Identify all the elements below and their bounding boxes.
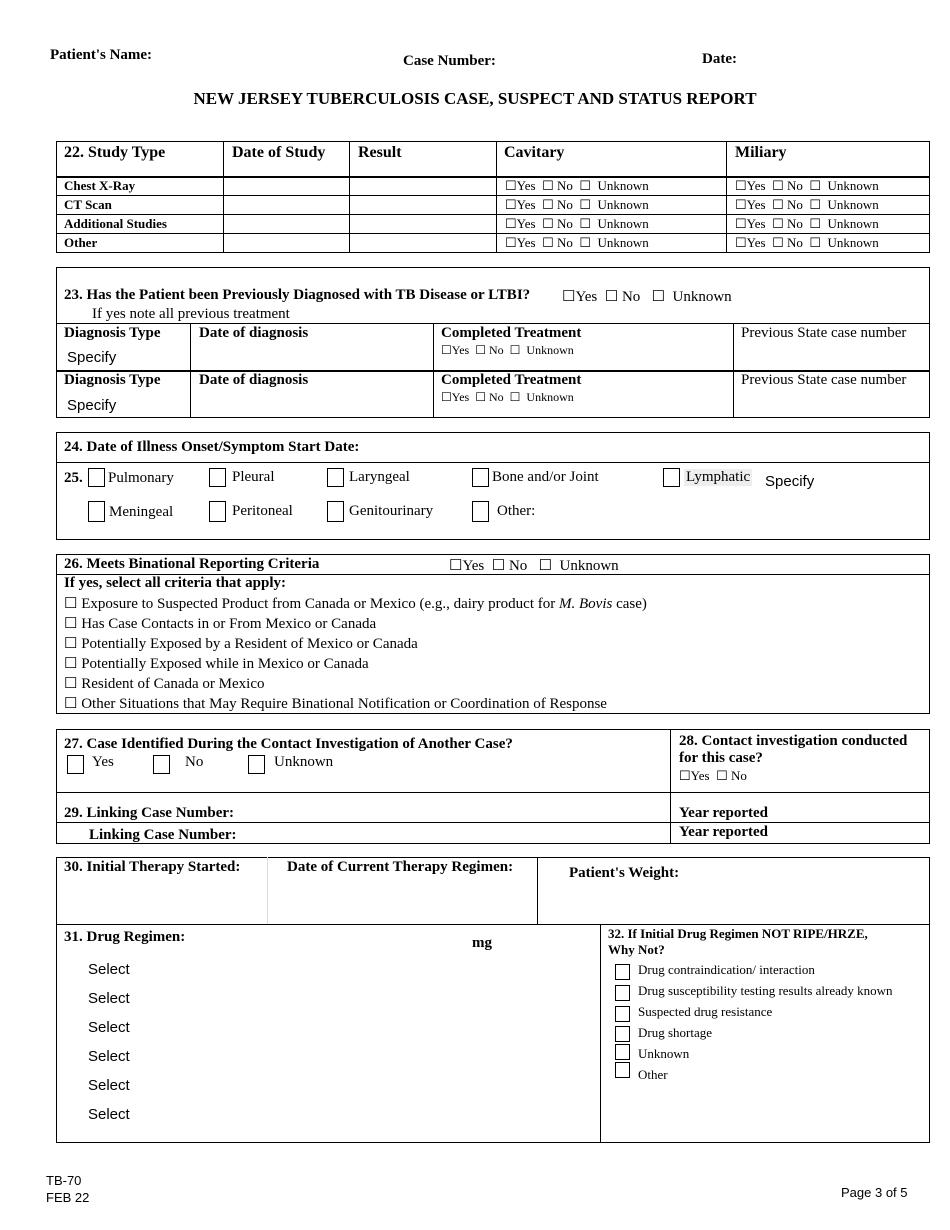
criteria-item[interactable]: ☐ Exposure to Suspected Product from Canada or Mexico (e.g., dairy product for M. Bovis case): [64, 596, 647, 612]
study-row-ct-scan: CT Scan: [64, 197, 112, 212]
reason-label: Unknown: [638, 1046, 690, 1061]
criteria-item[interactable]: ☐ Potentially Exposed while in Mexico or Canada: [64, 656, 369, 672]
checkbox-peritoneal[interactable]: [209, 501, 226, 522]
page-number: Page 3 of 5: [841, 1185, 908, 1200]
checkbox-pleural[interactable]: [209, 468, 226, 487]
checkbox-q27-no[interactable]: [153, 755, 170, 774]
cavitary-options[interactable]: ☐Yes ☐ No ☐ Unknown: [505, 197, 649, 212]
checkbox-reason[interactable]: [615, 1006, 630, 1022]
checkbox-other-site[interactable]: [472, 501, 489, 522]
drug-select[interactable]: Select: [88, 1106, 130, 1123]
study-row-other: Other: [64, 235, 98, 250]
patient-name-label: Patient's Name:: [50, 47, 153, 63]
case-number-label: Case Number:: [403, 53, 496, 69]
completed-treatment-options[interactable]: ☐Yes ☐ No ☐ Unknown: [441, 343, 574, 357]
form-date: FEB 22: [46, 1190, 90, 1205]
diagnosis-type-specify[interactable]: Specify: [67, 349, 117, 366]
reason-label: Drug shortage: [638, 1025, 713, 1040]
drug-select[interactable]: Select: [88, 990, 130, 1007]
checkbox-pulmonary[interactable]: [88, 468, 105, 487]
prev-state-case-label: Previous State case number: [741, 325, 907, 341]
study-row-chest-xray: Chest X-Ray: [64, 178, 136, 193]
completed-treatment-label: Completed Treatment: [441, 372, 582, 388]
binational-label: 26. Meets Binational Reporting Criteria: [64, 556, 320, 572]
checkbox-bone-joint[interactable]: [472, 468, 489, 487]
site-pulmonary-label: Pulmonary: [108, 470, 174, 486]
criteria-select-label: If yes, select all criteria that apply:: [64, 575, 287, 591]
cavitary-options[interactable]: ☐Yes ☐ No ☐ Unknown: [505, 235, 649, 250]
checkbox-laryngeal[interactable]: [327, 468, 344, 487]
miliary-options[interactable]: ☐Yes ☐ No ☐ Unknown: [735, 216, 879, 231]
drug-select[interactable]: Select: [88, 1048, 130, 1065]
linking-case-label: 29. Linking Case Number:: [64, 805, 235, 821]
site-lymphatic-label: Lymphatic: [686, 469, 751, 485]
q28-options[interactable]: ☐Yes ☐ No: [679, 768, 747, 783]
lymphatic-specify[interactable]: Specify: [765, 473, 815, 490]
checkbox-q27-unknown[interactable]: [248, 755, 265, 774]
diagnosis-type-specify[interactable]: Specify: [67, 397, 117, 414]
result-header: Result: [358, 144, 402, 161]
site-meningeal-label: Meningeal: [109, 504, 174, 520]
criteria-item[interactable]: ☐ Other Situations that May Require Binational Notification or Coordination of Response: [64, 696, 607, 712]
drug-select[interactable]: Select: [88, 1077, 130, 1094]
q23-options[interactable]: ☐Yes ☐ No ☐ Unknown: [562, 289, 732, 305]
reason-label: Suspected drug resistance: [638, 1004, 773, 1019]
q25-number: 25.: [64, 470, 83, 486]
cavitary-options[interactable]: ☐Yes ☐ No ☐ Unknown: [505, 216, 649, 231]
drug-select[interactable]: Select: [88, 1019, 130, 1036]
date-label: Date:: [702, 51, 737, 67]
initial-therapy-label: 30. Initial Therapy Started:: [64, 859, 241, 875]
checkbox-reason[interactable]: [615, 1044, 630, 1060]
site-other-label: Other:: [497, 503, 536, 519]
checkbox-meningeal[interactable]: [88, 501, 105, 522]
current-regimen-label: Date of Current Therapy Regimen:: [287, 859, 514, 875]
year-reported-label-2: Year reported: [679, 824, 769, 840]
q27-yes-label: Yes: [92, 754, 114, 770]
study-type-header: 22. Study Type: [64, 144, 166, 161]
cavitary-header: Cavitary: [504, 144, 565, 161]
date-of-study-header: Date of Study: [232, 144, 326, 161]
criteria-item[interactable]: ☐ Potentially Exposed by a Resident of Mexico or Canada: [64, 636, 418, 652]
diagnosis-type-label: Diagnosis Type: [64, 372, 161, 388]
q28-label-line2: for this case?: [679, 750, 763, 766]
checkbox-reason[interactable]: [615, 1026, 630, 1042]
diagnosis-type-label: Diagnosis Type: [64, 325, 161, 341]
year-reported-label: Year reported: [679, 805, 769, 821]
miliary-header: Miliary: [735, 144, 787, 161]
completed-treatment-label: Completed Treatment: [441, 325, 582, 341]
completed-treatment-options[interactable]: ☐Yes ☐ No ☐ Unknown: [441, 390, 574, 404]
date-of-diagnosis-label: Date of diagnosis: [199, 325, 309, 341]
site-laryngeal-label: Laryngeal: [349, 469, 410, 485]
site-peritoneal-label: Peritoneal: [232, 503, 293, 519]
checkbox-q27-yes[interactable]: [67, 755, 84, 774]
patient-weight-label: Patient's Weight:: [569, 865, 680, 881]
form-id: TB-70: [46, 1173, 82, 1188]
q23-question: 23. Has the Patient been Previously Diagnosed with TB Disease or LTBI?: [64, 287, 531, 303]
checkbox-lymphatic[interactable]: [663, 468, 680, 487]
reason-label: Drug susceptibility testing results already known: [638, 983, 893, 998]
q28-label: 28. Contact investigation conducted: [679, 733, 908, 749]
checkbox-reason[interactable]: [615, 985, 630, 1001]
drug-regimen-label: 31. Drug Regimen:: [64, 929, 186, 945]
mg-label: mg: [472, 935, 492, 951]
checkbox-reason[interactable]: [615, 1062, 630, 1078]
study-row-additional: Additional Studies: [64, 216, 167, 231]
miliary-options[interactable]: ☐Yes ☐ No ☐ Unknown: [735, 178, 879, 193]
criteria-item[interactable]: ☐ Has Case Contacts in or From Mexico or Canada: [64, 616, 377, 632]
site-pleural-label: Pleural: [232, 469, 275, 485]
q27-unknown-label: Unknown: [274, 754, 334, 770]
miliary-options[interactable]: ☐Yes ☐ No ☐ Unknown: [735, 235, 879, 250]
q32-label-line2: Why Not?: [608, 942, 665, 957]
q27-label: 27. Case Identified During the Contact Investigation of Another Case?: [64, 736, 513, 752]
miliary-options[interactable]: ☐Yes ☐ No ☐ Unknown: [735, 197, 879, 212]
site-bone-joint-label: Bone and/or Joint: [492, 469, 599, 485]
cavitary-options[interactable]: ☐Yes ☐ No ☐ Unknown: [505, 178, 649, 193]
binational-options[interactable]: ☐Yes ☐ No ☐ Unknown: [449, 558, 619, 574]
q27-no-label: No: [185, 754, 204, 770]
onset-date-label: 24. Date of Illness Onset/Symptom Start Date:: [64, 439, 360, 455]
linking-case-label-2: Linking Case Number:: [89, 827, 237, 843]
page-title: NEW JERSEY TUBERCULOSIS CASE, SUSPECT AND STATUS REPORT: [193, 89, 757, 108]
prev-state-case-label: Previous State case number: [741, 372, 907, 388]
drug-select[interactable]: Select: [88, 961, 130, 978]
checkbox-reason[interactable]: [615, 964, 630, 980]
checkbox-genitourinary[interactable]: [327, 501, 344, 522]
site-genitourinary-label: Genitourinary: [349, 503, 434, 519]
reason-label: Drug contraindication/ interaction: [638, 962, 815, 977]
q32-label: 32. If Initial Drug Regimen NOT RIPE/HRZE,: [608, 926, 868, 941]
date-of-diagnosis-label: Date of diagnosis: [199, 372, 309, 388]
criteria-item[interactable]: ☐ Resident of Canada or Mexico: [64, 676, 265, 692]
reason-label: Other: [638, 1067, 668, 1082]
q23-note: If yes note all previous treatment: [92, 306, 290, 322]
